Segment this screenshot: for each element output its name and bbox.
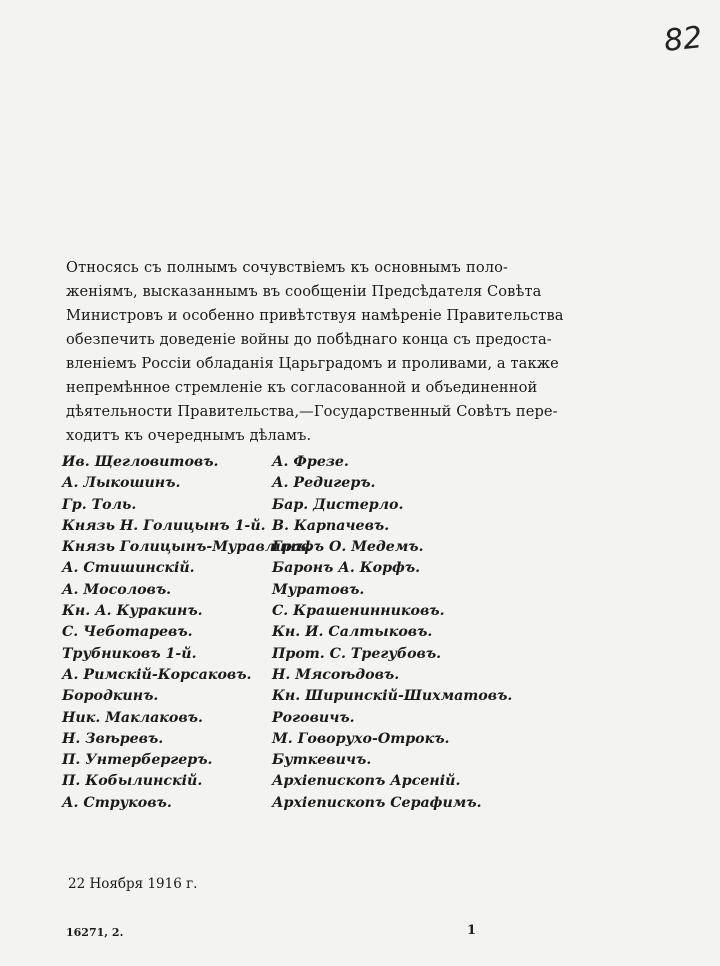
print-code: 16271, 2.: [66, 926, 124, 939]
signatories-right-column: [272, 452, 512, 814]
paragraph-line: обезпечить доведеніе войны до побѣднаго конца съ предоста-: [66, 331, 552, 348]
signatory-name: П. Кобылинскій.: [62, 773, 203, 790]
signatory-name: Графъ О. Медемъ.: [272, 539, 424, 556]
signatory-name: С. Крашенинниковъ.: [272, 603, 445, 620]
signatory-name: С. Чеботаревъ.: [62, 624, 193, 641]
signatory-name: Роговичъ.: [272, 709, 355, 726]
signatory-name: Н. Звѣревъ.: [62, 730, 164, 747]
signatory-name: Бар. Дистерло.: [272, 496, 404, 513]
signatory-name: А. Мосоловъ.: [62, 581, 172, 598]
signatory-name: Кн. И. Салтыковъ.: [272, 624, 433, 641]
signatory-name: Бородкинъ.: [62, 688, 159, 705]
resolution-paragraph: [66, 256, 564, 448]
signatory-name: Трубниковъ 1-й.: [62, 645, 197, 662]
signatory-name: П. Унтербергеръ.: [62, 752, 213, 769]
handwritten-page-number: 82: [662, 20, 704, 59]
signatory-name: Кн. А. Куракинъ.: [62, 603, 203, 620]
signatory-name: Ник. Маклаковъ.: [62, 709, 203, 726]
paragraph-line: ходитъ къ очереднымъ дѣламъ.: [66, 427, 312, 444]
signatory-name: В. Карпачевъ.: [272, 517, 390, 534]
signatory-name: Прот. С. Трегубовъ.: [272, 645, 442, 662]
paragraph-line: дѣятельности Правительства,—Государственный Совѣтъ пере-: [66, 403, 558, 420]
signatory-name: Н. Мясоѣдовъ.: [272, 666, 400, 683]
paragraph-line: Относясь съ полнымъ сочувствіемъ къ основнымъ поло-: [66, 259, 508, 276]
signatory-name: Баронъ А. Корфъ.: [272, 560, 421, 577]
paragraph-line: вленіемъ Россіи обладанія Царьградомъ и проливами, а также: [66, 355, 559, 372]
signatory-name: А. Фрезе.: [272, 454, 349, 470]
signatory-name: Архіепископъ Серафимъ.: [272, 794, 482, 811]
signatory-name: Князь Голицынъ-Муравлинъ.: [62, 539, 312, 556]
signatory-name: А. Римскій-Корсаковъ.: [62, 666, 252, 683]
signatory-name: А. Редигеръ.: [272, 475, 376, 492]
signatory-name: М. Говорухо-Отрокъ.: [272, 730, 450, 747]
paragraph-line: женіямъ, высказаннымъ въ сообщеніи Предсѣдателя Совѣта: [66, 283, 542, 300]
signatory-name: Кн. Ширинскій-Шихматовъ.: [272, 688, 513, 705]
signatory-name: Ив. Щегловитовъ.: [62, 454, 219, 470]
signatory-name: Архіепископъ Арсеній.: [272, 773, 461, 790]
signatory-name: Князь Н. Голицынъ 1-й.: [62, 517, 266, 534]
signatory-name: А. Струковъ.: [62, 794, 172, 811]
signatory-name: Гр. Толь.: [62, 496, 137, 513]
signatory-name: Муратовъ.: [272, 581, 365, 598]
signatory-name: Буткевичъ.: [272, 752, 372, 769]
paragraph-line: Министровъ и особенно привѣтствуя намѣреніе Правительства: [66, 307, 564, 324]
page-number: 1: [467, 923, 477, 938]
signatory-name: А. Стишинскій.: [62, 560, 195, 577]
signatory-name: А. Лыкошинъ.: [62, 475, 181, 492]
document-date: 22 Ноября 1916 г.: [68, 876, 198, 892]
paragraph-line: непремѣнное стремленіе къ согласованной и объединенной: [66, 379, 538, 396]
